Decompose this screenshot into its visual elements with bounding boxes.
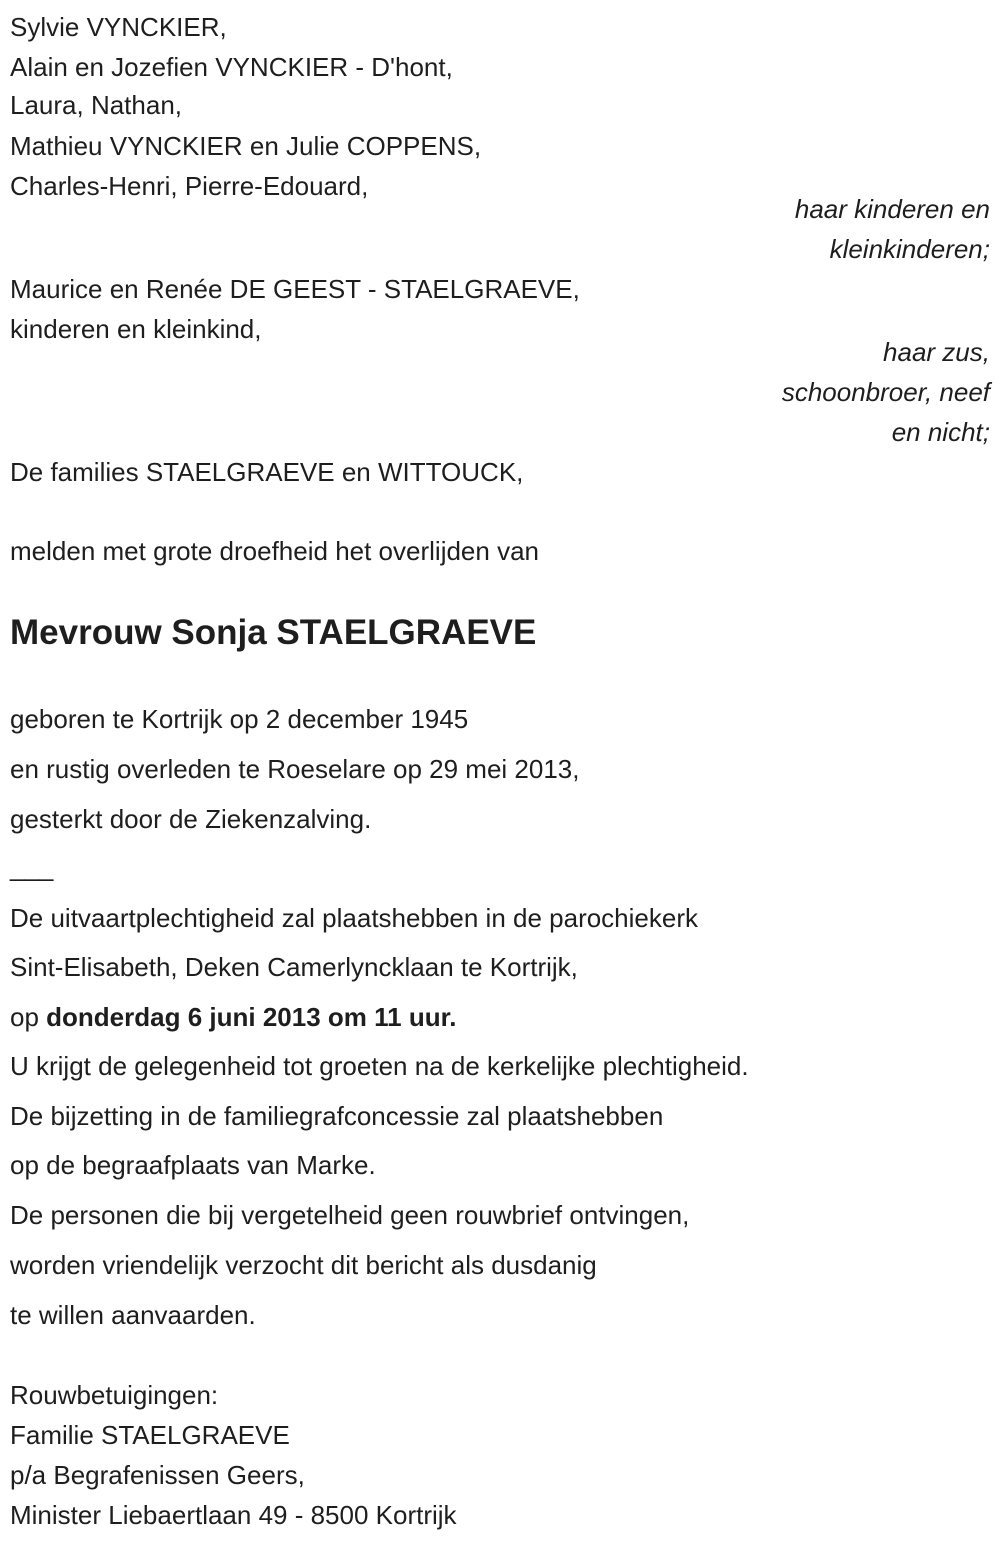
funeral-line: De bijzetting in de familiegrafconcessie zal plaatshebben [10,1101,664,1131]
family-line: Mathieu VYNCKIER en Julie COPPENS, [10,131,482,161]
funeral-line: worden vriendelijk verzocht dit bericht als dusdanig [10,1250,597,1280]
deceased-name: Mevrouw Sonja STAELGRAEVE [10,613,537,652]
families-line: De families STAELGRAEVE en WITTOUCK, [10,457,524,487]
relation-label: haar kinderen en [794,194,990,224]
relation-label: schoonbroer, neef [781,377,990,407]
family-line: Sylvie VYNCKIER, [10,12,227,42]
announcement: melden met grote droefheid het overlijden van [10,536,539,566]
funeral-line: Sint-Elisabeth, Deken Camerlyncklaan te Kortrijk, [10,952,578,982]
condolences-heading: Rouwbetuigingen: [10,1380,219,1410]
relation-label: en nicht; [891,417,990,447]
life-line: gesterkt door de Ziekenzalving. [10,804,372,834]
funeral-line: De uitvaartplechtigheid zal plaatshebben in de parochiekerk [10,903,698,933]
family-line: Alain en Jozefien VYNCKIER - D'hont, [10,52,453,82]
relation-label: kleinkinderen; [829,234,990,264]
family-line: kinderen en kleinkind, [10,314,262,344]
funeral-date-line [10,1002,457,1032]
separator: ___ [10,852,54,882]
condolences-line: Familie STAELGRAEVE [10,1420,290,1450]
funeral-line: op de begraafplaats van Marke. [10,1150,376,1180]
life-line: geboren te Kortrijk op 2 december 1945 [10,704,469,734]
funeral-date-prefix: op [10,1002,47,1032]
family-line: Maurice en Renée DE GEEST - STAELGRAEVE, [10,274,580,304]
funeral-line: U krijgt de gelegenheid tot groeten na de kerkelijke plechtigheid. [10,1051,749,1081]
family-line: Charles-Henri, Pierre-Edouard, [10,171,369,201]
life-line: en rustig overleden te Roeselare op 29 mei 2013, [10,754,580,784]
funeral-date: donderdag 6 juni 2013 om 11 uur. [46,1002,457,1032]
funeral-line: te willen aanvaarden. [10,1300,256,1330]
family-line: Laura, Nathan, [10,90,183,120]
condolences-line: Minister Liebaertlaan 49 - 8500 Kortrijk [10,1500,457,1530]
condolences-line: p/a Begrafenissen Geers, [10,1460,305,1490]
relation-label: haar zus, [883,337,990,367]
funeral-line: De personen die bij vergetelheid geen rouwbrief ontvingen, [10,1200,690,1230]
